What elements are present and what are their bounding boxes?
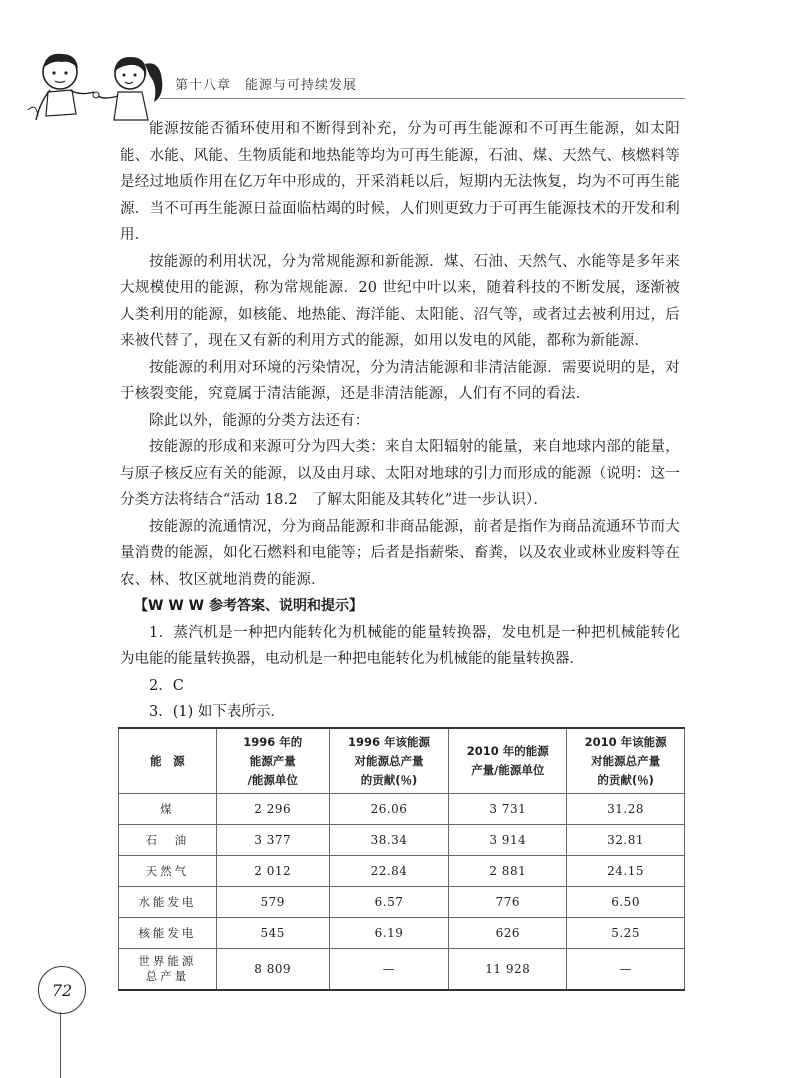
cell-2010-output: 11 928 <box>449 949 567 991</box>
page-body <box>120 116 680 726</box>
header-rule <box>160 98 685 99</box>
answer-1: 1．蒸汽机是一种把内能转化为机械能的能量转换器，发电机是一种把机械能转化为电能的能量转换器，电动机是一种把电能转化为机械能的能量转换器． <box>120 624 680 667</box>
cell-2010-output: 3 914 <box>449 825 567 856</box>
answer-2: 2．C <box>149 677 184 694</box>
header-energy: 能 源 <box>150 753 185 768</box>
cell-2010-share: 6.50 <box>567 887 685 918</box>
cell-1996-share: 22.84 <box>329 856 449 887</box>
paragraph-renewable: 能源按能否循环使用和不断得到补充，分为可再生能源和不可再生能源，如太阳能、水能、风能、生物质能和地热能等均为可再生能源，石油、煤、天然气、核燃料等是经过地质作用在亿万年中形成的，开采消耗以后，短期内无法恢复，均为不可再生能源．当不可再生能源日益面临枯竭的时候，人们则更致力于可再生能源技术的开发和利用． <box>120 121 680 243</box>
header-children-illustration <box>18 40 168 128</box>
cell-2010-output: 2 881 <box>449 856 567 887</box>
cell-2010-output: 3 731 <box>449 794 567 825</box>
header-1996-output: 1996 年的 能源产量 /能源单位 <box>243 734 303 787</box>
cell-1996-output: 8 809 <box>216 949 329 991</box>
paragraph-origin: 按能源的形成和来源可分为四大类：来自太阳辐射的能量，来自地球内部的能量，与原子核反应有关的能源，以及由月球、太阳对地球的引力而形成的能源（说明：这一分类方法将结合“活动 18.2 了解太阳能及其转化”进一步认识）． <box>120 439 680 508</box>
cell-1996-output: 545 <box>216 918 329 949</box>
table-header-cell <box>329 728 449 794</box>
paragraph-clean: 按能源的利用对环境的污染情况，分为清洁能源和非清洁能源．需要说明的是，对于核裂变能，究竟属于清洁能源，还是非清洁能源，人们有不同的看法． <box>120 359 680 402</box>
table-header-cell <box>449 728 567 794</box>
cell-2010-share: — <box>567 949 685 991</box>
table-row <box>119 918 685 949</box>
table-header-row <box>119 728 685 794</box>
table-row <box>119 887 685 918</box>
page-number-text: 72 <box>51 980 73 1000</box>
cell-1996-share: 26.06 <box>329 794 449 825</box>
cell-2010-share: 24.15 <box>567 856 685 887</box>
header-2010-share: 2010 年该能源 对能源总产量 的贡献(％) <box>584 734 667 787</box>
paragraph-circulation: 按能源的流通情况，分为商品能源和非商品能源，前者是指作为商品流通环节而大量消费的能源，如化石燃料和电能等；后者是指薪柴、畜粪，以及农业或林业废料等在农、林、牧区就地消费的能源． <box>120 518 680 588</box>
cell-source: 水能发电 <box>119 887 217 918</box>
header-1996-share: 1996 年该能源 对能源总产量 的贡献(％) <box>348 734 431 787</box>
cell-1996-share: — <box>329 949 449 991</box>
cell-2010-output: 776 <box>449 887 567 918</box>
cell-source: 天然气 <box>119 856 217 887</box>
running-head: 第十八章 能源与可持续发展 <box>175 78 358 93</box>
answers-heading: 【W W W 参考答案、说明和提示】 <box>134 598 363 614</box>
cell-source: 世界能源 总产量 <box>119 949 217 991</box>
table-row <box>119 794 685 825</box>
cell-2010-share: 32.81 <box>567 825 685 856</box>
paragraph-other-methods: 除此以外，能源的分类方法还有： <box>149 412 370 429</box>
page-number <box>38 966 86 1014</box>
cell-1996-output: 579 <box>216 887 329 918</box>
table-header-cell <box>216 728 329 794</box>
cell-1996-output: 3 377 <box>216 825 329 856</box>
cell-1996-share: 6.19 <box>329 918 449 949</box>
cell-source: 石 油 <box>119 825 217 856</box>
cell-1996-share: 6.57 <box>329 887 449 918</box>
table-row-total <box>119 949 685 991</box>
cell-1996-share: 38.34 <box>329 825 449 856</box>
paragraph-conventional: 按能源的利用状况，分为常规能源和新能源．煤、石油、天然气、水能等是多年来大规模使用的能源，称为常规能源．20 世纪中叶以来，随着科技的不断发展，逐渐被人类利用的能源，如核能、地热能、海洋能、太阳能、沼气等，或者过去被利用过，后来被代替了，现在又有新的利用方式的能源，如用以发电的风能，都称为新能源． <box>120 253 680 349</box>
cell-2010-output: 626 <box>449 918 567 949</box>
cell-source: 煤 <box>119 794 217 825</box>
cell-1996-output: 2 296 <box>216 794 329 825</box>
table-header-cell <box>119 728 217 794</box>
margin-line <box>60 1012 61 1078</box>
table-row <box>119 825 685 856</box>
header-2010-output: 2010 年的能源 产量/能源单位 <box>466 744 549 777</box>
answer-3: 3．(1) 如下表所示． <box>149 704 285 720</box>
table-row <box>119 856 685 887</box>
table-header-cell <box>567 728 685 794</box>
cell-2010-share: 5.25 <box>567 918 685 949</box>
cell-source: 核能发电 <box>119 918 217 949</box>
cell-2010-share: 31.28 <box>567 794 685 825</box>
energy-production-table <box>118 727 685 991</box>
cell-1996-output: 2 012 <box>216 856 329 887</box>
